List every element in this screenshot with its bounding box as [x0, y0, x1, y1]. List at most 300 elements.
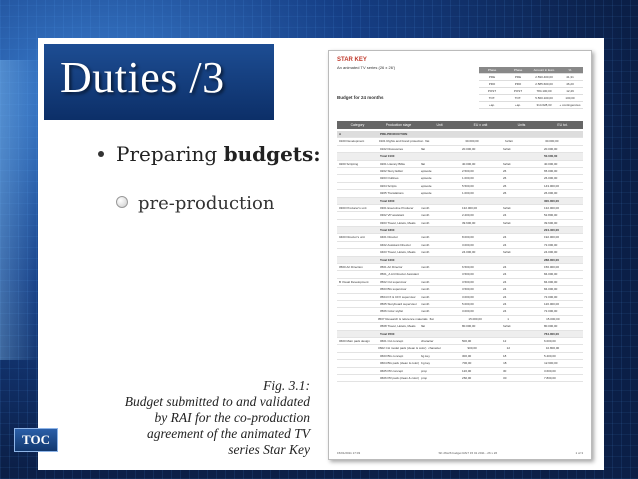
- cell: 24: [503, 242, 507, 247]
- cell: 6.500,00: [462, 265, 474, 270]
- cell: TOT.: [514, 96, 522, 100]
- cell: [337, 368, 378, 374]
- table-row: [337, 316, 583, 323]
- cell: 12,49: [566, 89, 574, 93]
- cell: 41,31: [566, 75, 574, 79]
- table-row: [337, 271, 583, 278]
- cell: 24: [503, 213, 507, 218]
- table-row: [337, 368, 583, 375]
- cell: 0501_A Art Director Assistant: [380, 272, 419, 277]
- caption-line: agreement of the animated TV: [147, 426, 310, 441]
- cell: [501, 227, 542, 233]
- cell: 24: [503, 272, 507, 277]
- table-row: [337, 353, 583, 360]
- cell: 12.600,00: [544, 361, 558, 366]
- cell: 24: [503, 265, 507, 270]
- cell: [337, 286, 378, 292]
- cell: 0204 Scripts: [380, 183, 397, 188]
- cell: [337, 360, 378, 366]
- cell: Total 0100: [380, 154, 395, 159]
- cell: [337, 190, 378, 196]
- background-glow: [0, 60, 40, 360]
- table-row: [337, 286, 583, 293]
- cell: forfait: [503, 161, 511, 166]
- table-row: [337, 190, 583, 197]
- cell: 0402 Assistant Director: [380, 242, 411, 247]
- cell: 0400 Director's unit: [339, 235, 365, 240]
- cell: [337, 316, 376, 322]
- cell: 52.800,00: [544, 213, 558, 218]
- table-row: [337, 294, 583, 301]
- cell: 3.000,00: [462, 294, 474, 299]
- cell: 0102 Discoveries: [380, 146, 404, 151]
- cell: [501, 257, 542, 263]
- cell: 10.800,00: [545, 346, 560, 351]
- cell: episode: [421, 191, 432, 196]
- cell: 2.200,00: [462, 213, 474, 218]
- cell: 0203 Outlines: [380, 176, 399, 181]
- cell: POST: [513, 89, 523, 93]
- cell: month: [421, 235, 430, 240]
- cell: [419, 257, 460, 263]
- cell: 0202 Story Editor: [380, 168, 404, 173]
- cell: [542, 131, 583, 137]
- table-row: [337, 338, 583, 345]
- cell: 72.000,00: [544, 309, 558, 314]
- table-row: [337, 234, 583, 241]
- cell: prop: [421, 368, 428, 373]
- sub-bullet-text: pre-production: [138, 193, 275, 214]
- cell: 192.000,00: [544, 235, 560, 240]
- cell: 80.000,00: [462, 324, 476, 329]
- cell: [337, 257, 378, 263]
- cell: Amount in Euro: [533, 68, 555, 72]
- cell: [501, 198, 542, 204]
- budget-table-header: [337, 121, 583, 129]
- cell: month: [421, 279, 430, 284]
- cell: 20.000,00: [462, 146, 476, 151]
- cell: 0301 Executive Producer: [380, 205, 414, 210]
- document-brand: STAR KEY: [337, 57, 367, 63]
- cell: 3.600,00: [544, 368, 556, 373]
- summary-header-row: [479, 67, 583, 74]
- table-row: [337, 323, 583, 330]
- cell: PRO: [514, 82, 522, 86]
- cell: 7.800,00: [544, 375, 556, 380]
- cell: [337, 175, 378, 181]
- table-row: [337, 345, 583, 352]
- cell: Total 0500: [380, 331, 395, 336]
- cell: 224.400,00: [544, 228, 560, 233]
- column-header: Category: [350, 123, 365, 127]
- cell: 3.500,00: [462, 287, 474, 292]
- cell: 0506 Color stylist: [380, 309, 404, 314]
- cell: 0302 VP assistant: [380, 213, 405, 218]
- cell: 39.600,00: [544, 220, 558, 225]
- cell: Phase: [487, 68, 497, 72]
- cell: 24: [503, 309, 507, 314]
- table-row: [337, 249, 583, 256]
- table-row: [337, 138, 583, 145]
- cell: 30: [503, 368, 507, 373]
- document-budget-title: Budget for 24 months: [337, 95, 384, 100]
- cell: 46,20: [566, 82, 574, 86]
- table-row: [337, 205, 583, 212]
- cell: PRE: [488, 75, 496, 79]
- cell: 0601 CH concept: [380, 338, 404, 343]
- summary-table: [479, 67, 583, 109]
- cell: [337, 345, 376, 351]
- bullet-bold-text: budgets:: [223, 142, 321, 166]
- cell: 0606 PR pack (clean & color): [380, 375, 420, 380]
- bullet-dot-icon: [98, 151, 104, 157]
- table-row: [337, 227, 583, 234]
- cell: +ap.: [515, 103, 521, 107]
- cell: 0604 BG pack (clean & color): [379, 361, 420, 366]
- cell: 0100 Development: [339, 139, 365, 144]
- table-row: [337, 301, 583, 308]
- caption-line: Budget submitted to and validated: [124, 394, 310, 409]
- cell: [337, 242, 378, 248]
- cell: 0602 CH model pack (clean & color): [378, 346, 427, 351]
- cell: 15.000,00: [546, 316, 560, 321]
- cell: 0507 Research & reference materials: [377, 316, 428, 321]
- cell: 40.000,00: [544, 161, 558, 166]
- bullet-preparing-budgets: [98, 142, 321, 166]
- cell: 0500 Art Direction: [339, 265, 363, 270]
- cell: PRE: [514, 75, 522, 79]
- cell: 24: [503, 287, 507, 292]
- cell: [337, 249, 378, 255]
- cell: [337, 308, 378, 314]
- cell: 3.500,00: [462, 279, 474, 284]
- cell: [337, 198, 378, 204]
- cell: 3.000,00: [462, 309, 474, 314]
- cell: 2.500,00: [462, 168, 474, 173]
- cell: [337, 146, 378, 152]
- cell: 300.000,00: [544, 198, 560, 203]
- table-row: [337, 375, 583, 382]
- cell: 132.000,00: [544, 205, 560, 210]
- summary-row: [479, 102, 583, 109]
- document-footer: [337, 451, 583, 455]
- cell: 120.000,00: [544, 301, 560, 306]
- table-row: [337, 212, 583, 219]
- cell: [337, 183, 378, 189]
- cell: [419, 131, 460, 137]
- cell: 24: [503, 235, 507, 240]
- cell: [501, 131, 542, 137]
- cell: [337, 331, 378, 337]
- cell: 784.100,00: [536, 89, 552, 93]
- footer-date: 15/01/2011 17:03: [337, 451, 361, 455]
- sub-bullet-pre-production: [116, 193, 274, 214]
- cell: [337, 323, 378, 329]
- cell: [337, 294, 378, 300]
- table-row: [337, 220, 583, 227]
- table-row: [337, 279, 583, 286]
- cell: 6.000,00: [544, 338, 556, 343]
- table-row: [337, 360, 583, 367]
- cell: 15.000,00: [468, 316, 482, 321]
- cell: 0603 BG concept: [380, 353, 404, 358]
- summary-row: [479, 88, 583, 95]
- bullet-text: Preparing: [116, 142, 224, 166]
- cell: 0205 Translations: [380, 191, 404, 196]
- cell: 24: [503, 294, 507, 299]
- caption-line: Fig. 3.1:: [263, 378, 310, 393]
- cell: 12: [503, 338, 507, 343]
- cell: month: [421, 265, 430, 270]
- cell: [419, 198, 460, 204]
- cell: [419, 153, 460, 159]
- cell: Total 0400: [380, 257, 395, 262]
- cell: B Visual Development: [339, 279, 369, 284]
- cell: 20.000,00: [544, 146, 558, 151]
- cell: POST: [487, 89, 497, 93]
- cell: Total 0300: [380, 228, 395, 233]
- cell: 120,00: [462, 368, 472, 373]
- cell: 0101 Rights and brand protection: [378, 139, 424, 144]
- cell: 0501 Art Director: [380, 265, 403, 270]
- cell: [337, 227, 378, 233]
- footer-filename: SK 26x26 budget RAI7 15 01 2011 - 26 x 26: [438, 451, 498, 455]
- cell: 18: [503, 361, 507, 366]
- cell: 3.500,00: [462, 272, 474, 277]
- cell: flat: [421, 146, 426, 151]
- cell: 0303 Travel, Hotels, Meals: [380, 220, 416, 225]
- cell: 2.590.400,00: [535, 75, 553, 79]
- cell: [337, 301, 378, 307]
- cell: 5.500,00: [462, 183, 474, 188]
- summary-row: [479, 95, 583, 102]
- cell: 0401 Director: [380, 235, 399, 240]
- cell: [337, 375, 378, 381]
- cell: [337, 220, 378, 226]
- table-row: [337, 161, 583, 168]
- cell: [337, 168, 378, 174]
- column-header: Production stage: [385, 123, 412, 127]
- figure-caption: [100, 378, 310, 458]
- cell: 26.000,00: [544, 176, 558, 181]
- cell: PRE-PRODUCTION: [380, 132, 408, 136]
- cell: flat: [421, 161, 426, 166]
- cell: 26.000,00: [544, 191, 558, 196]
- cell: month: [421, 250, 430, 255]
- column-header: Unit: [436, 123, 443, 127]
- cell: 0403 Travel, Hotels, Meals: [380, 250, 416, 255]
- cell: 260,00: [462, 375, 472, 380]
- cell: [501, 153, 542, 159]
- cell: 1.000,00: [462, 191, 474, 196]
- cell: [460, 257, 501, 263]
- cell: 0201 Literary Bible: [380, 161, 406, 166]
- cell: [460, 331, 501, 337]
- cell: 1: [507, 316, 509, 321]
- table-row: [337, 331, 583, 338]
- cell: [337, 212, 378, 218]
- cell: 100,00: [565, 96, 575, 100]
- cell: [419, 271, 460, 277]
- cell: 84.000,00: [544, 272, 558, 277]
- cell: 156.000,00: [544, 265, 560, 270]
- cell: Total 0200: [380, 198, 395, 203]
- cell: 2.585.600,00: [535, 82, 553, 86]
- cell: 40.000,00: [462, 161, 476, 166]
- cell: 5.000,00: [462, 301, 474, 306]
- cell: 65.000,00: [544, 168, 558, 173]
- cell: 764.000,00: [544, 331, 560, 336]
- cell: [460, 198, 501, 204]
- cell: month: [421, 213, 430, 218]
- cell: + contingencies: [559, 103, 581, 107]
- summary-row: [479, 81, 583, 88]
- summary-row: [479, 74, 583, 81]
- sub-bullet-circle-icon: [116, 196, 128, 208]
- cell: 26: [503, 168, 507, 173]
- cell: 80.000,00: [544, 324, 558, 329]
- cell: [501, 331, 542, 337]
- cell: forfait: [503, 146, 511, 151]
- cell: forfait: [503, 220, 511, 225]
- cell: +ap.: [489, 103, 495, 107]
- cell: 26: [503, 176, 507, 181]
- cell: episode: [421, 183, 432, 188]
- toc-button[interactable]: TOC: [14, 428, 58, 452]
- cell: [419, 227, 460, 233]
- cell: 24.000,00: [544, 250, 558, 255]
- cell: 0504 FX & CFX supervisor: [380, 294, 416, 299]
- table-row: [337, 153, 583, 160]
- cell: 700,00: [462, 361, 472, 366]
- cell: episode: [421, 168, 432, 173]
- table-row: [337, 308, 583, 315]
- cell: 0600 Main pack design: [339, 338, 370, 343]
- cell: 132.000,00: [462, 205, 478, 210]
- cell: 288.000,00: [544, 257, 560, 262]
- cell: forfait: [505, 139, 513, 144]
- cell: month: [421, 301, 430, 306]
- column-header: Units: [517, 123, 526, 127]
- cell: 0502 CH supervisor: [380, 279, 407, 284]
- cell: 72.000,00: [544, 242, 558, 247]
- cell: 50.000,00: [544, 154, 558, 159]
- document-subtitle: An animated TV series (26 x 26'): [337, 65, 396, 70]
- cell: 900,00: [467, 346, 477, 351]
- caption-line: series Star Key: [228, 442, 310, 457]
- cell: forfait: [503, 205, 511, 210]
- cell: [460, 131, 501, 137]
- cell: month: [421, 220, 430, 225]
- cell: Phase: [513, 68, 523, 72]
- cell: 30.000,00: [545, 139, 559, 144]
- cell: 0605 PR concept: [380, 368, 404, 373]
- caption-line: by RAI for the co-production: [154, 410, 310, 425]
- cell: month: [421, 294, 430, 299]
- cell: 3.000,00: [462, 242, 474, 247]
- cell: month: [421, 309, 430, 314]
- cell: [460, 227, 501, 233]
- cell: prop: [421, 375, 428, 380]
- cell: forfait: [503, 250, 511, 255]
- table-row: [337, 183, 583, 190]
- cell: month: [421, 242, 430, 247]
- cell: 500,00: [462, 338, 472, 343]
- table-row: [337, 175, 583, 182]
- cell: 26: [503, 183, 507, 188]
- budget-document-image: [328, 50, 592, 460]
- cell: flat: [421, 324, 426, 329]
- cell: 314.628,33: [536, 103, 552, 107]
- cell: PRO: [488, 82, 496, 86]
- table-row: [337, 146, 583, 153]
- table-row: [337, 264, 583, 271]
- cell: %: [568, 68, 572, 72]
- cell: 300,00: [462, 353, 472, 358]
- cell: 84.000,00: [544, 287, 558, 292]
- cell: 30: [503, 375, 507, 380]
- table-row: [337, 257, 583, 264]
- cell: 24: [503, 301, 507, 306]
- cell: flat: [425, 139, 430, 144]
- cell: character: [421, 338, 434, 343]
- cell: month: [421, 287, 430, 292]
- cell: [337, 353, 378, 359]
- budget-table-body: [337, 131, 583, 382]
- cell: [460, 153, 501, 159]
- cell: 72.000,00: [544, 294, 558, 299]
- cell: A: [339, 132, 342, 136]
- cell: bg key: [421, 353, 430, 358]
- cell: 1.000,00: [462, 176, 474, 181]
- table-row: [337, 242, 583, 249]
- cell: 0505 Storyboard supervisor: [380, 301, 417, 306]
- cell: 24: [503, 279, 507, 284]
- cell: [337, 153, 378, 159]
- cell: 84.000,00: [544, 279, 558, 284]
- cell: [419, 331, 460, 337]
- cell: 24.000,00: [462, 250, 476, 255]
- cell: 0200 Scripting: [339, 161, 359, 166]
- table-row: [337, 131, 583, 138]
- cell: 39.600,00: [462, 220, 476, 225]
- footer-page: 1 of 3: [575, 451, 583, 455]
- cell: forfait: [503, 324, 511, 329]
- column-header: EU x unit: [473, 123, 488, 127]
- cell: 30.000,00: [465, 139, 479, 144]
- cell: 8.000,00: [462, 235, 474, 240]
- table-row: [337, 198, 583, 205]
- cell: bg key: [421, 361, 430, 366]
- cell: 0508 Travel, Hotels, Meals: [380, 324, 416, 329]
- cell: 5.560.100,00: [535, 96, 553, 100]
- cell: 143.000,00: [544, 183, 560, 188]
- cell: 26: [503, 191, 507, 196]
- cell: 5.400,00: [544, 353, 556, 358]
- cell: 12: [506, 346, 511, 351]
- cell: 0300 Producer's unit: [339, 205, 367, 210]
- cell: TOT.: [488, 96, 496, 100]
- cell: month: [421, 205, 430, 210]
- cell: [337, 271, 378, 277]
- cell: episode: [421, 176, 432, 181]
- slide-title: Duties /3: [60, 53, 225, 102]
- column-header: EU tot.: [557, 123, 568, 127]
- cell: 18: [503, 353, 507, 358]
- cell: flat: [429, 316, 434, 321]
- cell: 0503 BG supervisor: [380, 287, 407, 292]
- cell: character: [428, 346, 441, 351]
